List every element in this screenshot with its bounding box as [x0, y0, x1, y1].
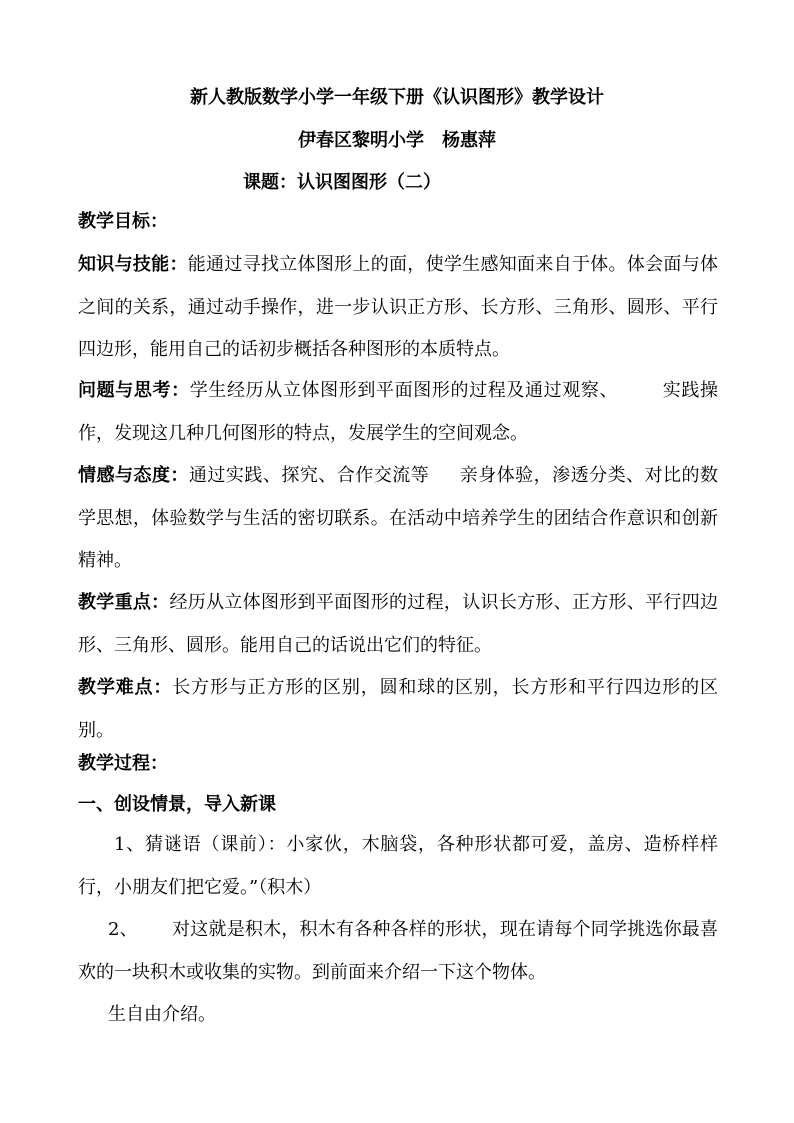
step-2-paragraph	[78, 909, 718, 994]
problem-thinking-label: 问题与思考：	[78, 380, 190, 401]
knowledge-skills-paragraph	[78, 244, 718, 372]
emotion-attitude-text-b: 亲身体验，渗透分类、对比的数学思想，体验数学与生活的密切联系。在活动中培养学生的团结合作意识和创新精神。	[78, 465, 719, 571]
emotion-attitude-paragraph	[78, 455, 718, 583]
section-1-heading: 一、创设情景，导入新课	[78, 794, 276, 815]
knowledge-skills-label: 知识与技能：	[78, 254, 188, 275]
teaching-goals-heading: 教学目标：	[78, 211, 168, 232]
key-point-text: 经历从立体图形到平面图形的过程，认识长方形、正方形、平行四边形、三角形、圆形。能用自己的话说出它们的特征。	[78, 592, 719, 656]
riddle-paragraph: 1、猜谜语（课前）：小家伙，木脑袋，各种形状都可爱，盖房、造桥样样行，小朋友们把它爱。”（积木）	[78, 834, 718, 898]
emotion-attitude-label: 情感与态度：	[78, 465, 189, 486]
knowledge-skills-text: 能通过寻找立体图形上的面，使学生感知面来自于体。体会面与体之间的关系，通过动手操作，进一步认识正方形、长方形、三角形、圆形、平行四边形，能用自己的话初步概括各种图形的本质特点。	[78, 254, 718, 360]
step-2-number: 2、	[108, 919, 138, 940]
difficulty-label: 教学难点：	[78, 677, 173, 698]
free-intro-paragraph: 生自由介绍。	[108, 1004, 216, 1025]
key-point-label: 教学重点：	[78, 592, 170, 613]
difficulty-text: 长方形与正方形的区别，圆和球的区别，长方形和平行四边形的区别。	[78, 677, 719, 741]
problem-thinking-text-b: 实践操作，发现这几种几何图形的特点，发展学生的空间观念。	[78, 380, 718, 444]
emotion-attitude-text-a: 通过实践、探究、合作交流等	[188, 465, 430, 486]
lesson-topic: 课题：认识图图形（二）	[243, 172, 441, 193]
document-title: 新人教版数学小学一年级下册《认识图形》教学设计	[190, 87, 604, 108]
problem-thinking-text-a: 学生经历从立体图形到平面图形的过程及通过观察、	[189, 380, 619, 401]
problem-thinking-paragraph	[78, 370, 718, 455]
step-2-text: 对这就是积木，积木有各种各样的形状，现在请每个同学挑选你最喜欢的一块积木或收集的实物。到前面来介绍一下这个物体。	[78, 919, 719, 983]
author-line: 伊春区黎明小学 杨惠萍	[298, 130, 496, 151]
key-point-paragraph	[78, 582, 718, 667]
teaching-process-heading: 教学过程：	[78, 753, 168, 774]
difficulty-paragraph	[78, 667, 718, 752]
